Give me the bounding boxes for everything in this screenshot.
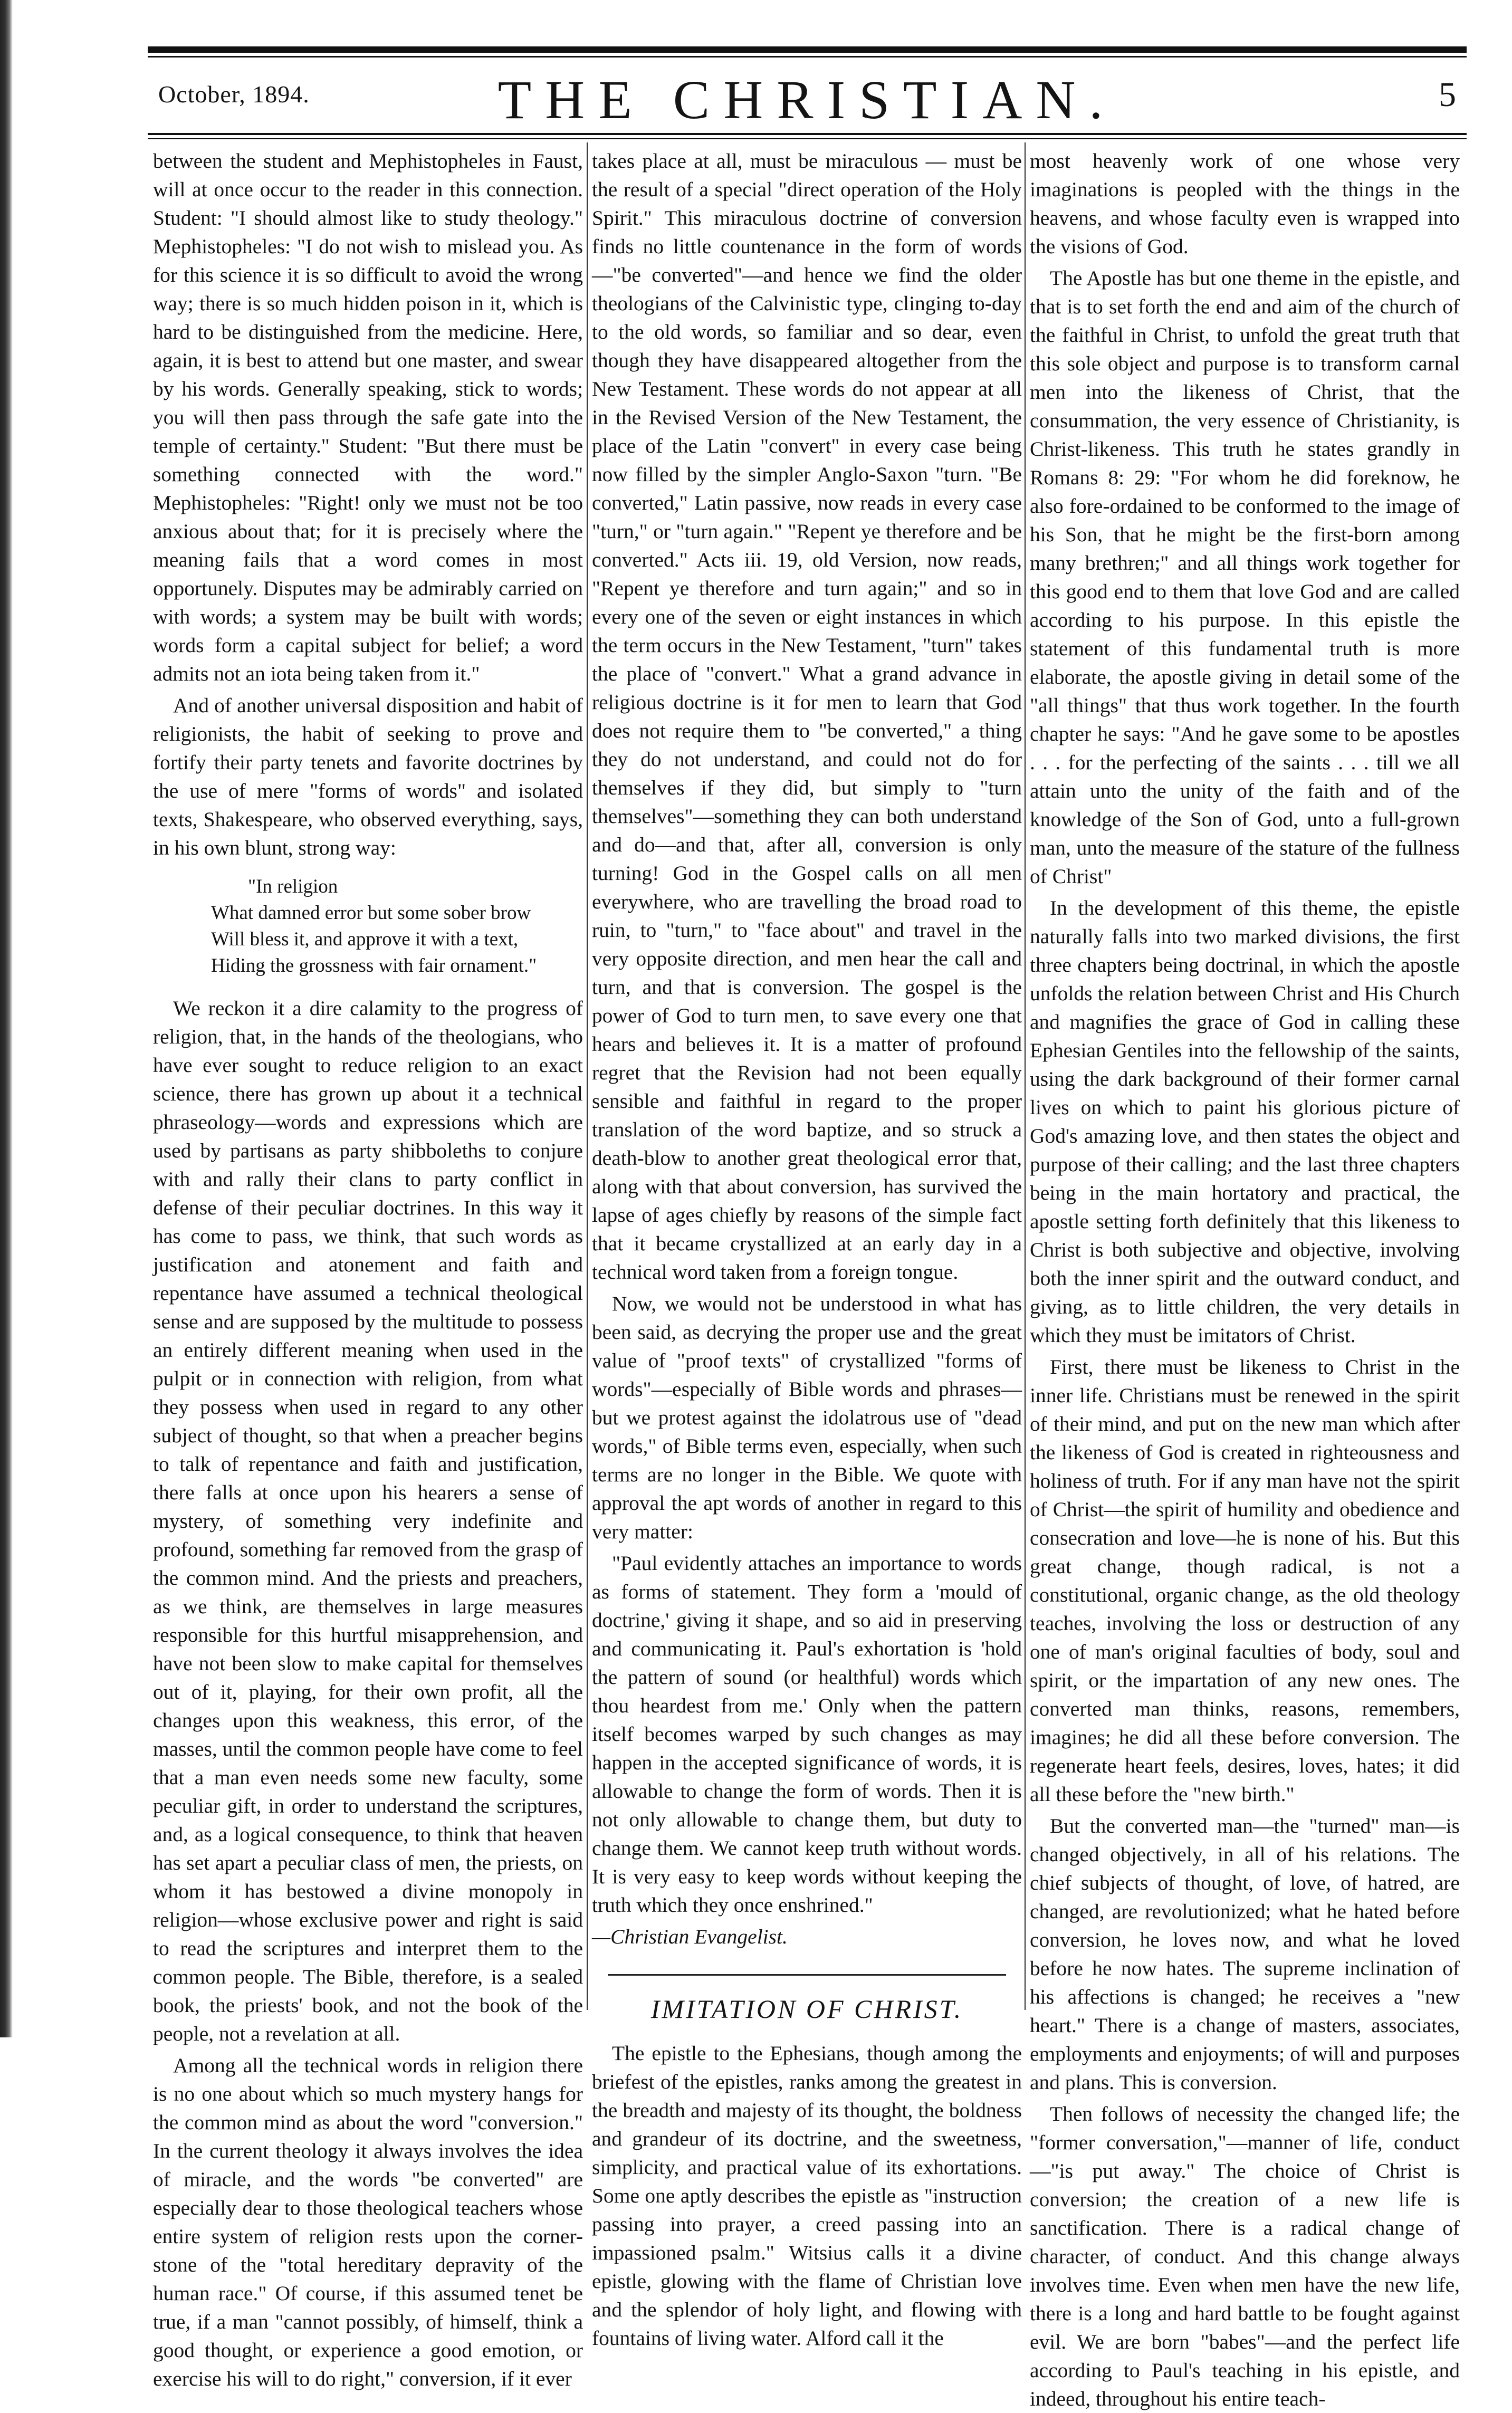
column-2 <box>592 147 1022 2350</box>
paragraph: most heavenly work of one whose very imaginations is peopled with the things in the heavens, and whose faculty even is wrapped into the visions of God. <box>1030 149 1460 258</box>
top-thick-rule <box>148 46 1467 53</box>
quotation-source: —Christian Evangelist. <box>592 1925 788 1948</box>
paragraph: In the development of this theme, the epistle naturally falls into two marked divisions, the first three chapters being doctrinal, in which the apostle unfolds the relation between Christ and His Church and magnifies the grace of God in calling these Ephesian Gentiles into the fellowship of the saints, using the dark background of their former carnal lives on which to paint his glorious picture of God's amazing love, and then states the object and purpose of their calling; and the last three chapters being in the main hortatory and practical, the apostle setting forth definitely that this likeness to Christ is both subjective and objective, involving both the inner spirit and the outward conduct, and giving, as to little children, the very details in which they must be imitators of Christ. <box>1030 896 1460 1347</box>
paragraph: The epistle to the Ephesians, though among the briefest of the epistles, ranks among the greatest in the breadth and majesty of its thought, the boldness and grandeur of its doctrine, and the sweetness, simplicity, and practical value of its exhortations. Some one aptly describes the epistle as "instruction passing into prayer, a creed passing into an impassioned psalm." Witsius calls it a divine epistle, glowing with the flame of Christian love and the splendor of holy light, and flowing with fountains of living water. Alford call it the <box>592 2042 1022 2350</box>
paragraph: Now, we would not be understood in what has been said, as decrying the proper use and the great value of "proof texts" of crystallized "forms of words"—especially of Bible words and phrases—but we protest against the idolatrous use of "dead words," of Bible terms even, especially, when such terms are no longer in the Bible. We quote with approval the apt words of another in regard to this very matter: <box>592 1292 1022 1543</box>
poem-line: What damned error but some sober brow <box>211 902 531 924</box>
paragraph: And of another universal disposition and habit of religionists, the habit of seeking to prove and fortify their party tenets and favorite doctrines by the use of mere "forms of words" and isolated texts, Shakespeare, who observed everything, says, in his own blunt, strong way: <box>153 694 583 859</box>
paragraph: Among all the technical words in religion there is no one about which so much mystery hangs for the common mind as about the word "conversion." In the current theology it always involves the idea of miracle, and the words "be converted" are especially dear to those theological teachers whose entire system of religion rests upon the corner-stone of the "total hereditary depravity of the human race." Of course, if this assumed tenet be true, if a man "cannot possibly, of himself, think a good thought, or experience a good emotion, or exercise his will to do right," conversion, if it ever <box>153 2054 583 2390</box>
page-header <box>158 69 1456 132</box>
issue-date: October, 1894. <box>158 81 310 108</box>
column-3 <box>1030 147 1460 2410</box>
publication-title: THE CHRISTIAN. <box>497 70 1117 130</box>
paragraph: Then follows of necessity the changed life; the "former conversation,"—manner of life, conduct—"is put away." The choice of Christ is conversion; the creation of a new life is sanctification. There is a radical change of character, of conduct. And this change always involves time. Even when men have the new life, there is a long and hard battle to be fought against evil. We are born "babes"—and the perfect life according to Paul's teaching in his epistle, and indeed, throughout his entire teach- <box>1030 2102 1460 2410</box>
poem-line: Hiding the grossness with fair ornament." <box>211 955 537 976</box>
paragraph: We reckon it a dire calamity to the progress of religion, that, in the hands of the theologians, who have ever sought to reduce religion to an exact science, there has grown up about it a technical phraseology—words and expressions which are used by partisans as party shibboleths to conjure with and rally their clans to party conflict in defense of their peculiar doctrines. In this way it has come to pass, we think, that such words as justification and atonement and faith and repentance have assumed a technical theological sense and are supposed by the multitude to possess an entirely different meaning when used in the pulpit or in connection with religion, from what they possess when used in regard to any other subject of thought, so that when a preacher begins to talk of repentance and faith and justification, there falls at once upon his hearers a sense of mystery, of something very indefinite and profound, something far removed from the grasp of the common mind. And the priests and preachers, as we think, are themselves in large measures responsible for this hurtful misapprehension, and have not been slow to make capital for themselves out of it, playing, for their own profit, all the changes upon this weakness, this error, of the masses, until the common people have come to feel that a man even needs some new faculty, some peculiar gift, in order to understand the scriptures, and, as a logical consequence, to think that heaven has set apart a peculiar class of men, the priests, on whom it has bestowed a divine monopoly in religion—whose exclusive power and right is said to read the scriptures and interpret them to the common people. The Bible, therefore, is a sealed book, the priests' book, and not the book of the people, not a revelation at all. <box>153 997 583 2045</box>
section-heading: IMITATION OF CHRIST. <box>650 1994 963 2024</box>
poem-line: Will bless it, and approve it with a text, <box>211 928 519 950</box>
paragraph: takes place at all, must be miraculous — must be the result of a special "direct operation of the Holy Spirit." This miraculous doctrine of conversion finds no little countenance in the form of words—"be converted"—and hence we find the older theologians of the Calvinistic type, clinging to-day to the old words, so familiar and so dear, even though they have disappeared altogether from the New Testament. These words do not appear at all in the Revised Version of the New Testament, the place of the Latin "convert" in every case being now filled by the simpler Anglo-Saxon "turn. "Be converted," Latin passive, now reads in every case "turn," or "turn again." "Repent ye therefore and be converted." Acts iii. 19, old Version, now reads, "Repent ye therefore and turn again;" and so in every one of the seven or eight instances in which the term occurs in the New Testament, "turn" takes the place of "convert." What a grand advance in religious doctrine is it for men to learn that God does not require them to "be converted," a thing they do not understand, and could not do for themselves if they did, but simply to "turn themselves"—something they can both understand and do—and that, after all, conversion is only turning! God in the Gospel calls on all men everywhere, who are travelling the broad road to ruin, to "turn," to "face about" and travel in the very opposite direction, and men hear the call and turn, and that is conversion. The gospel is the power of God to turn men, to save every one that hears and believes it. It is a matter of profound regret that the Revision had not been equally sensible and faithful in regard to the proper translation of the word baptize, and so struck a death-blow to another great theological error that, along with that about conversion, has survived the lapse of ages chiefly by reasons of the simple fact that it became crystallized at an early day in a technical word taken from a foreign tongue. <box>592 149 1022 1284</box>
section-divider <box>608 1974 1006 1976</box>
header-bottom-thin-rule <box>148 138 1467 139</box>
top-thin-rule <box>148 56 1467 58</box>
paragraph: The Apostle has but one theme in the epistle, and that is to set forth the end and aim of the church of the faithful in Christ, to unfold the great truth that this sole object and purpose is to transform carnal men into the likeness of Christ, that the consummation, the very essence of Christianity, is Christ-likeness. This truth he states grandly in Romans 8: 29: "For whom he did foreknow, he also fore-ordained to be conformed to the image of his Son, that he might be the first-born among many brethren;" and all things work together for this good end to them that love God and are called according to his purpose. In this epistle the statement of this fundamental truth is more elaborate, the apostle giving in detail some of the "all things" that thus work together. In the fourth chapter he says: "And he gave some to be apostles . . . for the perfecting of the saints . . . till we all attain unto the unity of the faith and of the knowledge of the Son of God, unto a full-grown man, unto the measure of the stature of the fullness of Christ" <box>1030 266 1460 888</box>
header-bottom-rule <box>148 133 1467 135</box>
column-divider-1 <box>587 142 588 2010</box>
quoted-paragraph: "Paul evidently attaches an importance to words as forms of statement. They form a 'mould of doctrine,' giving it shape, and so aid in preserving and communicating it. Paul's exhortation is 'hold the pattern of sound (or healthful) words which thou heardest from me.' Only when the pattern itself becomes warped by such changes as may happen in the accepted significance of words, it is allowable to change the form of words. Then it is not only allowable to change them, but duty to change them. We cannot keep truth without words. It is very easy to keep words without keeping the truth which they once enshrined." <box>592 1552 1022 1917</box>
page-edge-shadow <box>0 0 13 2037</box>
column-divider-2 <box>1025 142 1026 2010</box>
poem-quotation <box>211 874 583 979</box>
column-1 <box>153 147 583 2390</box>
page-number: 5 <box>1439 75 1456 114</box>
paragraph: between the student and Mephistopheles in Faust, will at once occur to the reader in this connection. Student: "I should almost like to study theology." Mephistopheles: "I do not wish to mislead you. As for this science it is so difficult to avoid the wrong way; there is so much hidden poison in it, which is hard to be distinguished from the medicine. Here, again, it is best to attend but one master, and swear by his words. Generally speaking, stick to words; you will then pass through the safe gate into the temple of certainty." Student: "But there must be something connected with the word." Mephistopheles: "Right! only we must not be too anxious about that; for it is precisely where the meaning fails that a word comes in most opportunely. Disputes may be admirably carried on with words; a system may be built with words; words form a capital subject for belief; a word admits not an iota being taken from it." <box>153 149 583 685</box>
paragraph: First, there must be likeness to Christ in the inner life. Christians must be renewed in the spirit of their mind, and put on the new man which after the likeness of God is created in righteousness and holiness of truth. For if any man have not the spirit of Christ—the spirit of humility and obedience and consecration and love—he is none of his. But this great change, though radical, is not a constitutional, organic change, as the old theology teaches, involving the loss or destruction of any one of man's original faculties of body, soul and spirit, or the impartation of any new ones. The converted man thinks, reasons, remembers, imagines; he did all these before conversion. The regenerate heart feels, desires, loves, hates; it did all these before the "new birth." <box>1030 1355 1460 1806</box>
poem-line: "In religion <box>248 876 338 897</box>
paragraph: But the converted man—the "turned" man—is changed objectively, in all of his relations. The chief subjects of thought, of love, of hatred, are changed, are revolutionized; what he hated before conversion, he loves now, and what he loved before he now hates. The supreme inclination of his affections is changed; he receives a "new heart." There is a change of masters, associates, employments and enjoyments; of will and purposes and plans. This is conversion. <box>1030 1814 1460 2094</box>
